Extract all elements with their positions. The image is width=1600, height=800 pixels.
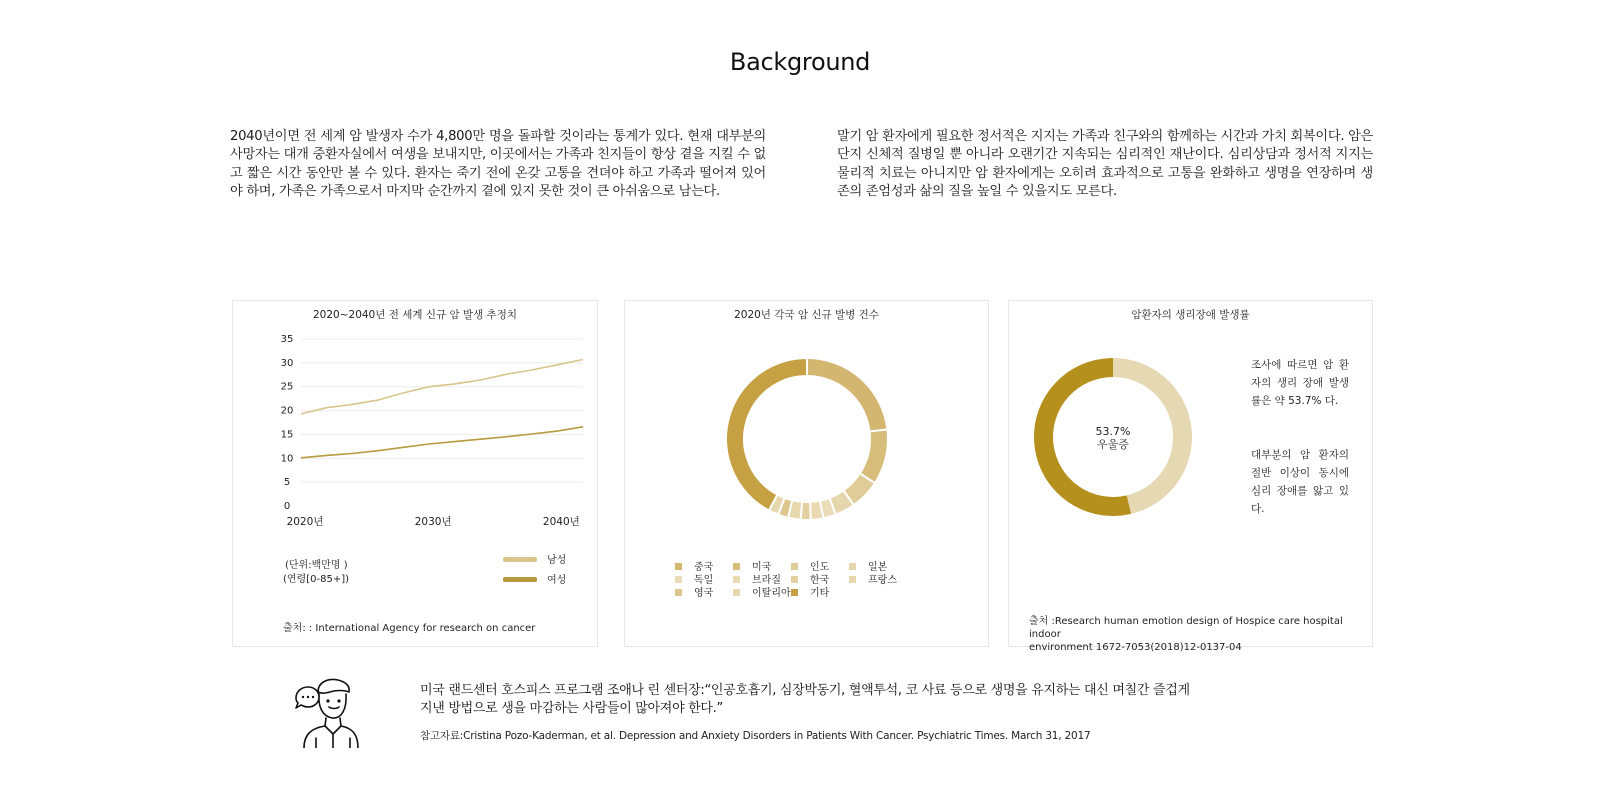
y-tick-label: 35 (280, 334, 294, 345)
disorder-note-2: 대부분의 암 환자의 절반 이상이 동시에 심리 장애를 앓고 있다. (1251, 449, 1349, 515)
legend-label: 이탈리아 (752, 588, 791, 599)
x-tick-label: 2030년 (414, 516, 452, 528)
donut-center-label: 우울증 (1097, 438, 1129, 451)
legend-female-label: 여성 (547, 575, 567, 586)
legend-male-label: 남성 (547, 555, 567, 566)
legend-item (733, 584, 791, 599)
line-chart-panel (232, 300, 598, 647)
legend-swatch (733, 589, 740, 596)
donut-slice-0 (807, 358, 887, 432)
disorder-note-1: 조사에 따르면 암 환자의 생리 장애 발생률은 약 53.7% 다. (1251, 359, 1349, 407)
y-tick-label: 30 (280, 357, 294, 369)
intro-paragraph-left: 2040년이면 전 세계 암 발생자 수가 4,800만 명을 돌파할 것이라는 통계가 있다. 현재 대부분의 사망자는 대개 중환자실에서 여생을 보내지만, 이곳에서는 가족과 친지들이 항상 곁을 지킬 수 없고 짧은 시간 동안만 볼 수 있다. 환자는 죽기 전에 온갖 고통을 견뎌야 하고 가족과 떨어져 있어야 하며, 가족은 가족으로서 마지막 순간까지 곁에 있지 못한 것이 큰 아쉬움으로 남는다. (230, 129, 766, 200)
legend-swatch (849, 563, 856, 570)
y-tick-label: 15 (280, 429, 294, 441)
y-tick-label: 10 (280, 453, 294, 465)
legend-item (791, 584, 829, 599)
disorder-donut-panel (1008, 300, 1373, 653)
country-donut-panel (624, 300, 989, 647)
country-donut-title: 2020년 각국 암 신규 발병 건수 (734, 309, 879, 321)
person-with-speech-bubble-icon (294, 678, 360, 748)
unit-note: (단위:백만명 ) (285, 560, 348, 571)
legend-female-swatch (503, 577, 537, 582)
series-line-female (301, 427, 583, 458)
legend-swatch (849, 576, 856, 583)
line-chart-source: 출처: : International Agency for research on cancer (283, 623, 536, 634)
disorder-source-line-1: 출처 :Research human emotion design of Hospice care hospital indoor (1029, 616, 1343, 640)
country-donut-chart (625, 341, 988, 541)
line-chart-title: 2020~2040년 전 세계 신규 암 발생 추정치 (313, 309, 517, 321)
reference-text: 참고자료:Cristina Pozo-Kaderman, et al. Depression and Anxiety Disorders in Patients With Cancer. Psychiatric Times. March 31, 2017 (420, 730, 1091, 742)
legend-label: 기타 (810, 588, 830, 599)
legend-swatch (675, 563, 682, 570)
legend-label: 일본 (868, 562, 888, 573)
disorder-donut-chart (1021, 336, 1221, 536)
x-tick-label: 2040년 (542, 516, 580, 528)
age-note: (연령[0-85+]) (283, 574, 349, 585)
legend-swatch (675, 576, 682, 583)
quote-text: 미국 랜드센터 호스피스 프로그램 조애나 린 센터장:“인공호흡기, 심장박동기, 혈액투석, 코 사료 등으로 생명을 유지하는 대신 며칠간 즐겁게 지낸 방법으로 생을 마감하는 사람들이 많아져야 한다.” (420, 683, 1190, 716)
page-title: Background (729, 48, 871, 76)
legend-swatch (675, 589, 682, 596)
legend-male-swatch (503, 557, 537, 562)
y-tick-label: 0 (283, 501, 291, 512)
legend-label: 인도 (810, 562, 830, 573)
legend-swatch (733, 563, 740, 570)
y-tick-label: 25 (280, 381, 294, 393)
legend-label: 프랑스 (868, 575, 897, 586)
legend-swatch (791, 576, 798, 583)
disorder-source-line-2: environment 1672-7053(2018)12-0137-04 (1029, 642, 1242, 653)
y-tick-label: 5 (283, 477, 291, 489)
legend-label: 영국 (694, 588, 714, 599)
intro-paragraph-right: 말기 암 환자에게 필요한 정서적은 지지는 가족과 친구와의 함께하는 시간과 가치 회복이다. 암은 단지 신체적 질병일 뿐 아니라 오랜기간 지속되는 심리적인 재난이다. 심리상담과 정서적 지지는 물리적 치료는 아니지만 암 환자에게는 오히려 효과적으로 고통을 완화하고 생명을 연장하며 생존의 존엄성과 삶의 질을 높일 수 있을지도 모른다. (837, 129, 1373, 200)
legend-label: 중국 (694, 562, 714, 573)
legend-item (849, 571, 897, 586)
legend-swatch (791, 563, 798, 570)
disorder-source (1029, 615, 1369, 654)
legend-swatch (791, 589, 798, 596)
legend-label: 한국 (810, 575, 830, 586)
x-tick-label: 2020년 (286, 516, 324, 528)
legend-label: 미국 (752, 562, 772, 573)
donut-center-value: 53.7% (1095, 425, 1131, 438)
legend-item (675, 584, 713, 599)
legend-label: 브라질 (752, 575, 781, 586)
donut-slice-10 (726, 358, 807, 510)
disorder-donut-title: 암환자의 생리장애 발생률 (1131, 309, 1250, 321)
legend-label: 독일 (694, 575, 714, 586)
line-chart (233, 319, 597, 549)
legend-swatch (733, 576, 740, 583)
y-tick-label: 20 (280, 405, 294, 417)
